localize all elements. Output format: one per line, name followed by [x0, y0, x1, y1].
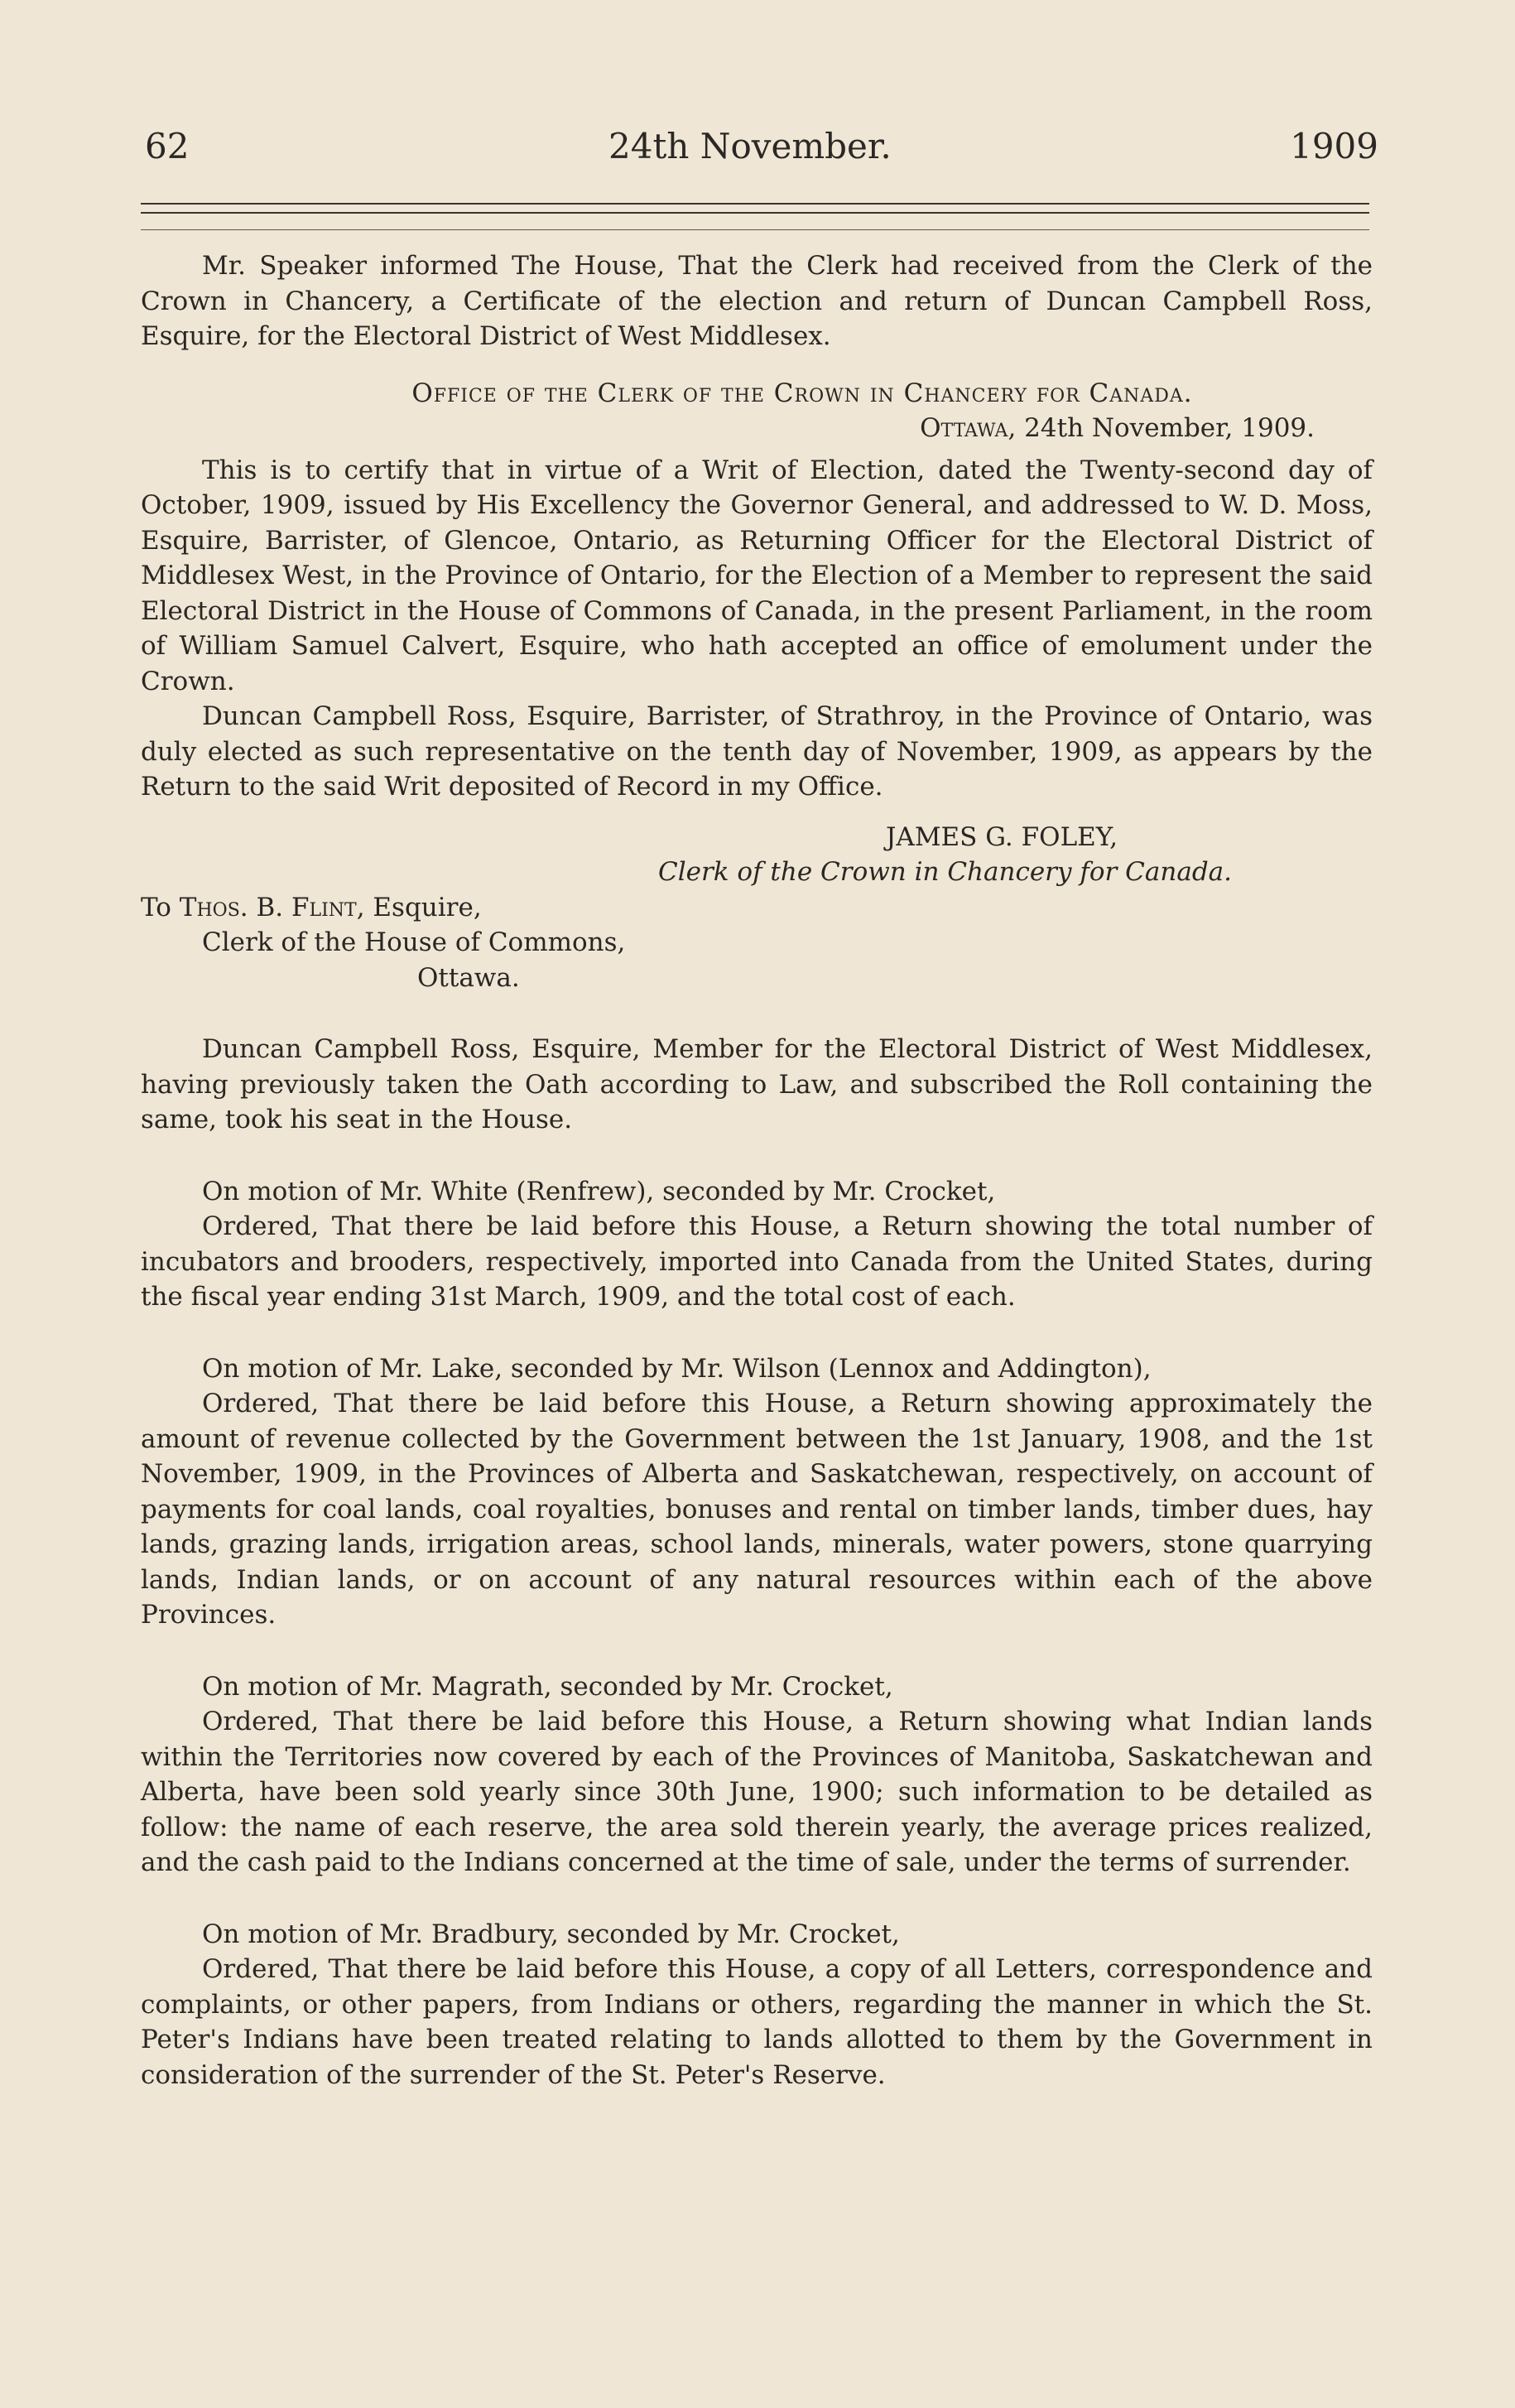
seat-taken-text: Duncan Campbell Ross, Esquire, Member for the Electoral District of West Middlesex, having previously taken the Oath according to Law, and subscribed the Roll containing the same, took his seat in the House. — [141, 1034, 1373, 1134]
order-indian-lands: Ordered, That there be laid before this House, a Return showing what Indian lands within the Territories now covered by each of the Provinces of Manitoba, Saskatchewan and Alberta, have been sold yearly since 30th June, 1900; such information to be detailed as follow: the name of each reserve, the area sold therein yearly, the average prices realized, and the cash paid to the Indians concerned at the time of sale, under the terms of surrender. — [141, 1707, 1373, 1877]
address-esquire: Esquire, — [373, 892, 482, 922]
page-body — [141, 248, 1373, 2093]
motion-lake: On motion of Mr. Lake, seconded by Mr. Wilson (Lennox and Addington), — [202, 1353, 1152, 1384]
page-header — [145, 126, 1378, 184]
election-result-text: Duncan Campbell Ross, Esquire, Barrister, of Strathroy, in the Province of Ontario, was duly elected as such representative on the tenth day of November, 1909, as appears by the Return to the said Writ deposited of Record in my Office. — [141, 701, 1373, 802]
header-rule-top — [141, 203, 1369, 205]
address-name: Thos. B. Flint, — [179, 892, 365, 922]
order-st-peters: Ordered, That there be laid before this House, a copy of all Letters, correspondence and complaints, or other papers, from Indians or others, regarding the manner in which the St. Peter's Indians have been treated relating to lands allotted to them by the Government in consideration of the surrender of the St. Peter's Reserve. — [141, 1954, 1373, 2090]
header-year: 1909 — [1290, 126, 1378, 166]
header-date: 24th November. — [608, 126, 892, 166]
order-revenue: Ordered, That there be laid before this House, a Return showing approximately the amount of revenue collected by the Government between the 1st January, 1908, and the 1st November, 1909, in the Provinces of Alberta and Saskatchewan, respectively, on account of payments for coal lands, coal royalties, bonuses and rental on timber lands, timber dues, hay lands, grazing lands, irrigation areas, school lands, minerals, water powers, stone quarrying lands, Indian lands, or on account of any natural resources within each of the above Provinces. — [141, 1389, 1373, 1630]
header-rule-middle — [141, 212, 1369, 214]
address-line-2: Clerk of the House of Commons, — [202, 927, 626, 957]
order-incubators: Ordered, That there be laid before this House, a Return showing the total number of incubators and brooders, respectively, imported into Canada from the United States, during the fiscal year ending 31st March, 1909, and the total cost of each. — [141, 1211, 1373, 1312]
certificate-text: This is to certify that in virtue of a Writ of Election, dated the Twenty-second day of October, 1909, issued by His Excellency the Governor General, and addressed to W. D. Moss, Esquire, Barrister, of Glencoe, Ontario, as Returning Officer for the Electoral District of Middlesex West, in the Province of Ontario, for the Election of a Member to represent the said Electoral District in the House of Commons of Canada, in the present Parliament, in the room of William Samuel Calvert, Esquire, who hath accepted an office of emolument under the Crown. — [141, 455, 1373, 696]
motion-white: On motion of Mr. White (Renfrew), seconded by Mr. Crocket, — [202, 1176, 996, 1206]
office-heading: Office of the Clerk of the Crown in Chancery for Canada. — [411, 378, 1193, 408]
office-dateline — [141, 411, 1373, 446]
speaker-announcement: Mr. Speaker informed The House, That the Clerk had received from the Clerk of the Crown in Chancery, a Certificate of the election and return of Duncan Campbell Ross, Esquire, for the Electoral District of West Middlesex. — [141, 251, 1373, 351]
motion-bradbury: On motion of Mr. Bradbury, seconded by Mr. Crocket, — [202, 1919, 900, 1949]
address-line-3: Ottawa. — [417, 962, 520, 993]
signature-name: JAMES G. FOLEY, — [886, 821, 1118, 852]
office-date: 24th November, 1909. — [1024, 413, 1315, 443]
header-rule-bottom — [141, 229, 1369, 230]
address-line-1 — [141, 890, 1373, 926]
page-number: 62 — [145, 126, 190, 166]
signature-title: Clerk of the Crown in Chancery for Canada. — [658, 857, 1233, 887]
motion-magrath: On motion of Mr. Magrath, seconded by Mr. Crocket, — [202, 1671, 893, 1702]
address-to: To — [141, 892, 171, 922]
office-date-place: Ottawa, — [920, 413, 1017, 443]
